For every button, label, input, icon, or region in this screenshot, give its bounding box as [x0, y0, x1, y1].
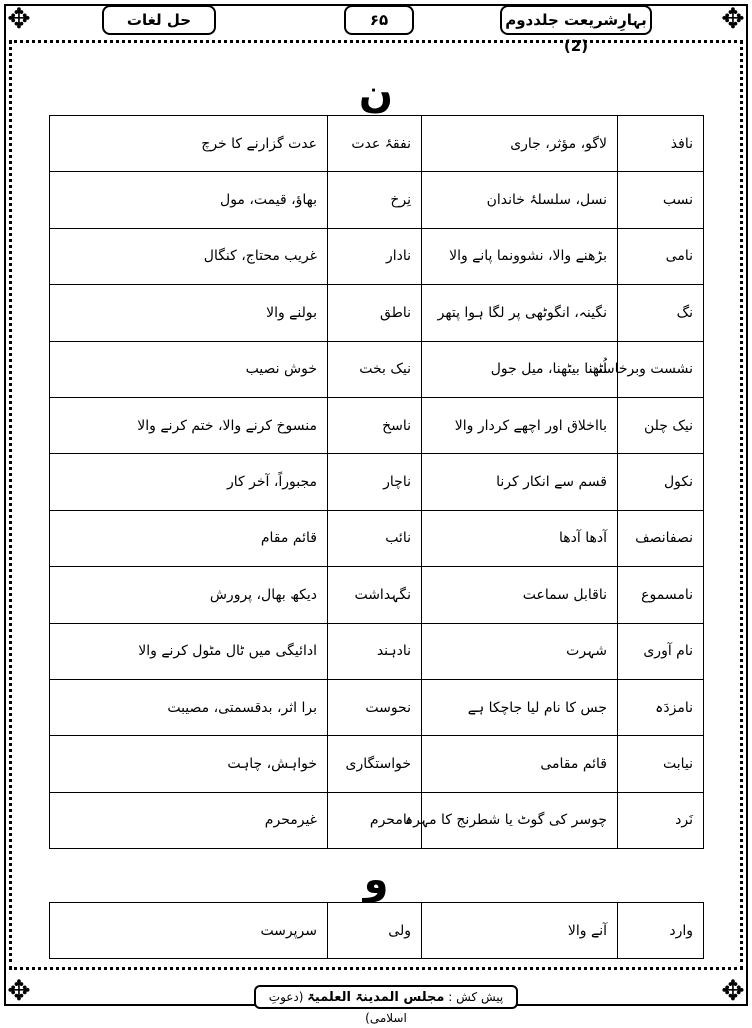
glossary-meaning: قسم سے انکار کرنا — [422, 454, 618, 510]
glossary-word: نحوست — [328, 679, 422, 735]
table-row — [50, 341, 704, 397]
table-row — [50, 510, 704, 566]
glossary-meaning: بولنے والا — [50, 285, 328, 341]
glossary-word: نافذ — [618, 116, 704, 172]
glossary-meaning: نگینہ، انگوٹھی پر لگا ہوا پتھر — [422, 285, 618, 341]
glossary-word: ولی — [328, 903, 422, 959]
glossary-meaning: آنے والا — [422, 903, 618, 959]
book-title: بہارِشریعت جلددوم (2) — [500, 5, 652, 35]
glossary-meaning: چوسر کی گوٹ یا شطرنج کا مہرہ — [422, 792, 618, 848]
glossary-word: نامحرم — [328, 792, 422, 848]
table-row — [50, 228, 704, 284]
glossary-meaning: خواہش، چاہت — [50, 736, 328, 792]
glossary-word: ناسخ — [328, 397, 422, 453]
table-row — [50, 792, 704, 848]
section-letter-noon: ن — [358, 71, 394, 117]
glossary-meaning: دیکھ بھال، پرورش — [50, 567, 328, 623]
glossary-meaning: نسل، سلسلۂ خاندان — [422, 172, 618, 228]
glossary-meaning: بڑھنے والا، نشوونما پانے والا — [422, 228, 618, 284]
glossary-word: نگہداشت — [328, 567, 422, 623]
glossary-word: ناچار — [328, 454, 422, 510]
glossary-word: نصفانصف — [618, 510, 704, 566]
table-row — [50, 172, 704, 228]
glossary-word: نیابت — [618, 736, 704, 792]
glossary-table-noon — [49, 115, 704, 849]
glossary-meaning: شہرت — [422, 623, 618, 679]
glossary-meaning: قائم مقام — [50, 510, 328, 566]
glossary-word: ناطق — [328, 285, 422, 341]
glossary-word: وارد — [618, 903, 704, 959]
glossary-word: نامی — [618, 228, 704, 284]
table-row — [50, 116, 704, 172]
glossary-word: نائب — [328, 510, 422, 566]
footer-prefix: پیش کش : — [448, 990, 504, 1004]
table-row — [50, 736, 704, 792]
glossary-word: نِرخ — [328, 172, 422, 228]
glossary-meaning: خوش نصیب — [50, 341, 328, 397]
glossary-word: نفقۂ عدت — [328, 116, 422, 172]
glossary-meaning: جس کا نام لیا جاچکا ہے — [422, 679, 618, 735]
page-number: ۶۵ — [344, 5, 414, 35]
corner-ornament-icon: ✥ — [7, 974, 31, 1007]
corner-ornament-icon: ✥ — [721, 974, 745, 1007]
table-row — [50, 567, 704, 623]
glossary-meaning: بااخلاق اور اچھے کردار والا — [422, 397, 618, 453]
glossary-meaning: منسوخ کرنے والا، ختم کرنے والا — [50, 397, 328, 453]
publisher-footer — [254, 985, 518, 1025]
glossary-meaning: ناقابل سماعت — [422, 567, 618, 623]
glossary-word: نگ — [618, 285, 704, 341]
table-row — [50, 679, 704, 735]
glossary-meaning: ادائیگی میں ٹال مٹول کرنے والا — [50, 623, 328, 679]
glossary-meaning: قائم مقامی — [422, 736, 618, 792]
glossary-word: نکول — [618, 454, 704, 510]
table-row — [50, 623, 704, 679]
corner-ornament-icon: ✥ — [7, 2, 31, 35]
glossary-meaning: عدت گزارنے کا خرچ — [50, 116, 328, 172]
glossary-word: نادار — [328, 228, 422, 284]
glossary-meaning: غیرمحرم — [50, 792, 328, 848]
table-row — [50, 397, 704, 453]
glossary-table-waw — [49, 902, 704, 959]
glossary-word: نسب — [618, 172, 704, 228]
glossary-word: نامزدَہ — [618, 679, 704, 735]
glossary-word: نیک چلن — [618, 397, 704, 453]
table-row — [50, 454, 704, 510]
corner-ornament-icon: ✥ — [721, 2, 745, 35]
glossary-meaning: لاگو، مؤثر، جاری — [422, 116, 618, 172]
glossary-meaning: بھاؤ، قیمت، مول — [50, 172, 328, 228]
table-row — [50, 903, 704, 959]
glossary-meaning: اُٹھنا بیٹھنا، میل جول — [422, 341, 618, 397]
glossary-meaning: مجبوراً، آخر کار — [50, 454, 328, 510]
glossary-meaning: برا اثر، بدقسمتی، مصیبت — [50, 679, 328, 735]
section-letter-waw: و — [363, 857, 389, 903]
glossary-word: نشست وبرخاست — [618, 341, 704, 397]
glossary-word: نامسموع — [618, 567, 704, 623]
publisher-suffix: (دعوتِ اسلامی) — [268, 990, 407, 1025]
glossary-word: نَرد — [618, 792, 704, 848]
glossary-word: نام آوری — [618, 623, 704, 679]
glossary-word: نیک بخت — [328, 341, 422, 397]
glossary-meaning: آدھا آدھا — [422, 510, 618, 566]
table-row — [50, 285, 704, 341]
glossary-word: خواستگاری — [328, 736, 422, 792]
glossary-meaning: سرپرست — [50, 903, 328, 959]
section-title: حل لغات — [102, 5, 216, 35]
glossary-meaning: غریب محتاج، کنگال — [50, 228, 328, 284]
glossary-word: نادہند — [328, 623, 422, 679]
publisher-name: مجلس المدینۃ العلمیۃ — [307, 990, 445, 1005]
